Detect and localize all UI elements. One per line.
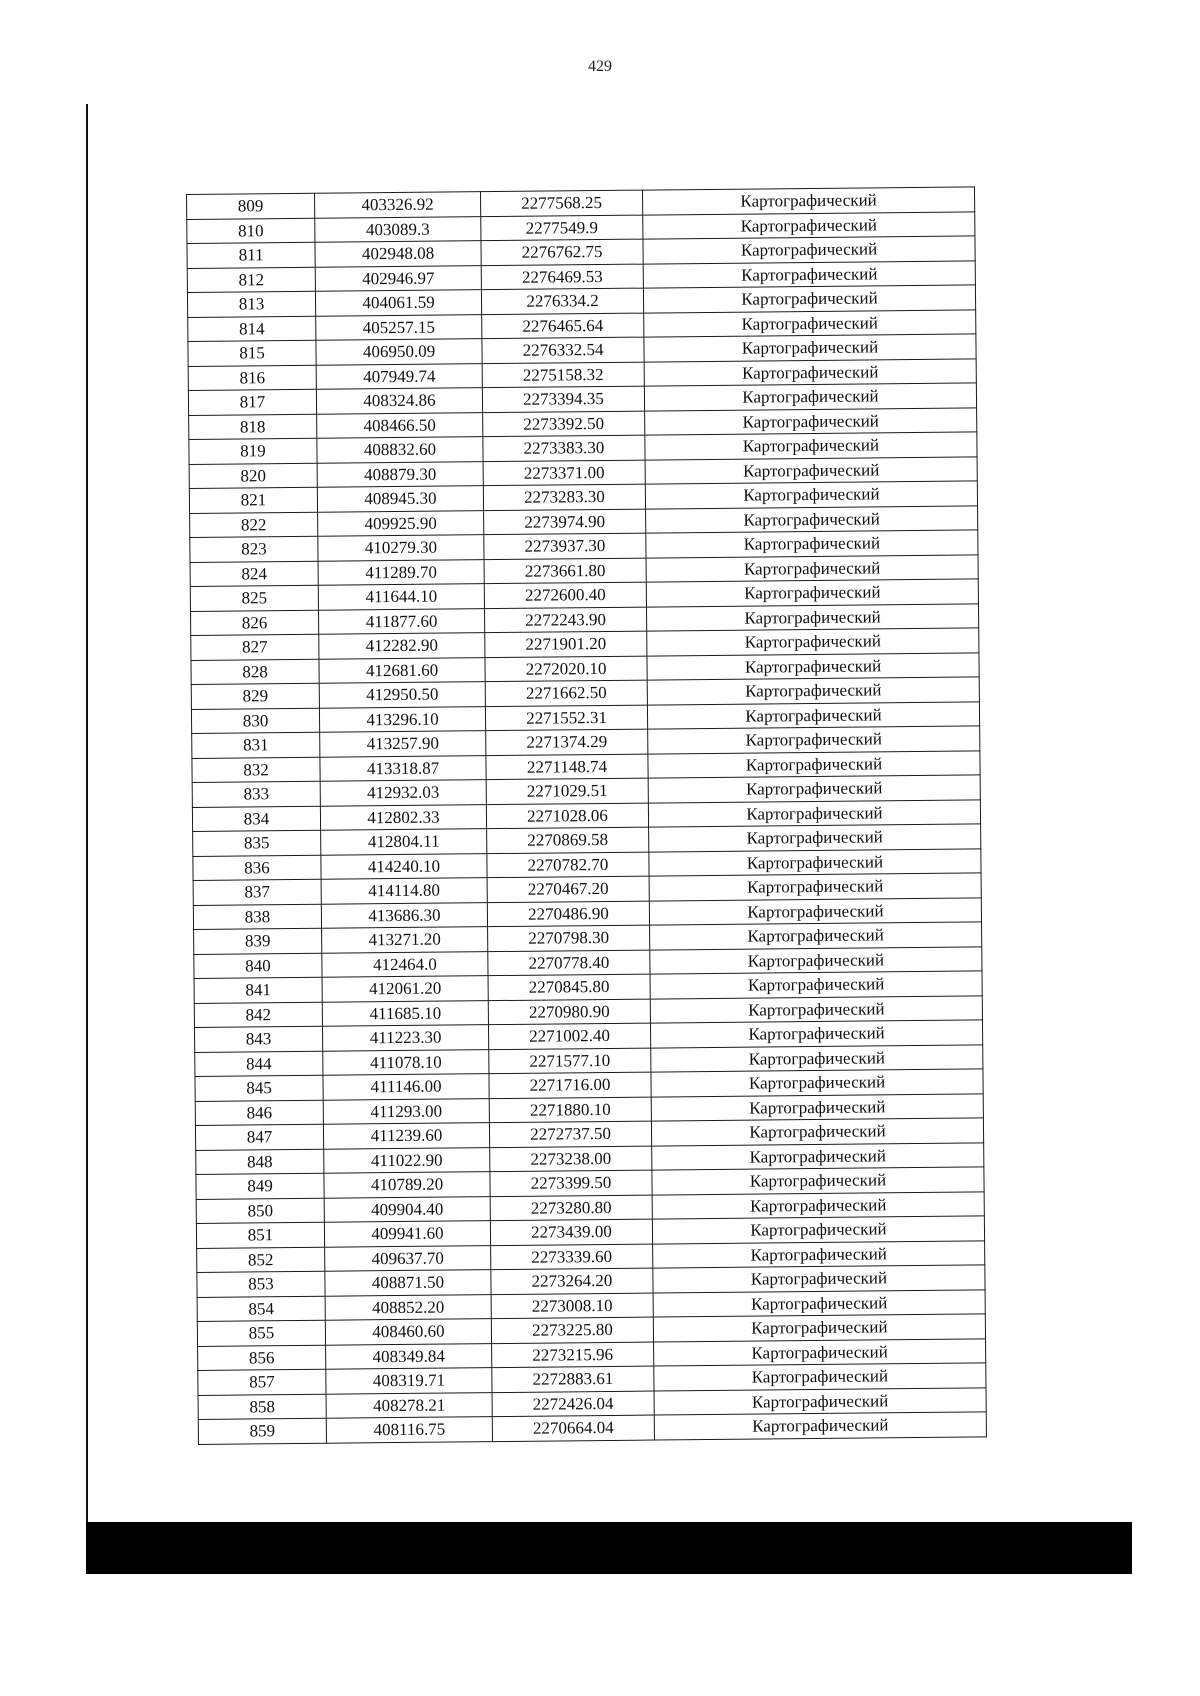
x-coordinate-cell: 408324.86 (316, 388, 482, 414)
method-cell: Картографический (645, 407, 977, 435)
x-coordinate-cell: 411078.10 (323, 1049, 489, 1075)
y-coordinate-cell: 2270782.70 (487, 852, 649, 878)
method-cell: Картографический (651, 1069, 983, 1097)
point-number-cell: 842 (194, 1002, 322, 1028)
method-cell: Картографический (652, 1191, 984, 1219)
point-number-cell: 843 (195, 1026, 323, 1052)
method-cell: Картографический (647, 628, 979, 656)
y-coordinate-cell: 2271716.00 (489, 1072, 651, 1098)
point-number-cell: 840 (194, 953, 322, 979)
y-coordinate-cell: 2275158.32 (482, 362, 644, 388)
x-coordinate-cell: 410789.20 (324, 1172, 490, 1198)
method-cell: Картографический (649, 873, 981, 901)
x-coordinate-cell: 407949.74 (316, 363, 482, 389)
point-number-cell: 835 (193, 830, 321, 856)
x-coordinate-cell: 408319.71 (326, 1368, 492, 1394)
x-coordinate-cell: 408832.60 (317, 437, 483, 463)
y-coordinate-cell: 2273264.20 (491, 1268, 653, 1294)
point-number-cell: 817 (188, 389, 316, 415)
point-number-cell: 846 (195, 1100, 323, 1126)
point-number-cell: 815 (188, 340, 316, 366)
y-coordinate-cell: 2271552.31 (485, 705, 647, 731)
y-coordinate-cell: 2276334.2 (481, 288, 643, 314)
point-number-cell: 848 (196, 1149, 324, 1175)
y-coordinate-cell: 2272243.90 (484, 607, 646, 633)
method-cell: Картографический (643, 211, 975, 239)
y-coordinate-cell: 2276762.75 (481, 239, 643, 265)
scan-left-border (86, 104, 88, 1574)
y-coordinate-cell: 2272737.50 (489, 1121, 651, 1147)
method-cell: Картографический (654, 1338, 986, 1366)
y-coordinate-cell: 2273661.80 (484, 558, 646, 584)
method-cell: Картографический (644, 334, 976, 362)
method-cell: Картографический (643, 260, 975, 288)
method-cell: Картографический (649, 824, 981, 852)
point-number-cell: 814 (188, 316, 316, 342)
y-coordinate-cell: 2273215.96 (492, 1342, 654, 1368)
x-coordinate-cell: 413318.87 (320, 755, 486, 781)
y-coordinate-cell: 2272426.04 (492, 1391, 654, 1417)
y-coordinate-cell: 2273225.80 (491, 1317, 653, 1343)
x-coordinate-cell: 408460.60 (325, 1319, 491, 1345)
point-number-cell: 816 (188, 365, 316, 391)
y-coordinate-cell: 2273937.30 (484, 533, 646, 559)
point-number-cell: 851 (196, 1222, 324, 1248)
y-coordinate-cell: 2271002.40 (488, 1023, 650, 1049)
method-cell: Картографический (644, 358, 976, 386)
y-coordinate-cell: 2276465.64 (482, 313, 644, 339)
x-coordinate-cell: 403326.92 (314, 192, 480, 218)
x-coordinate-cell: 411289.70 (318, 559, 484, 585)
point-number-cell: 858 (198, 1394, 326, 1420)
method-cell: Картографический (646, 603, 978, 631)
x-coordinate-cell: 410279.30 (318, 535, 484, 561)
method-cell: Картографический (650, 922, 982, 950)
x-coordinate-cell: 411022.90 (324, 1147, 490, 1173)
point-number-cell: 850 (196, 1198, 324, 1224)
method-cell: Картографический (648, 799, 980, 827)
point-number-cell: 824 (190, 561, 318, 587)
point-number-cell: 854 (197, 1296, 325, 1322)
method-cell: Картографический (649, 897, 981, 925)
x-coordinate-cell: 414240.10 (321, 853, 487, 879)
x-coordinate-cell: 413257.90 (320, 731, 486, 757)
method-cell: Картографический (646, 530, 978, 558)
method-cell: Картографический (653, 1265, 985, 1293)
y-coordinate-cell: 2273394.35 (482, 386, 644, 412)
point-number-cell: 847 (195, 1124, 323, 1150)
x-coordinate-cell: 411239.60 (323, 1123, 489, 1149)
method-cell: Картографический (643, 285, 975, 313)
method-cell: Картографический (642, 187, 974, 215)
method-cell: Картографический (646, 505, 978, 533)
y-coordinate-cell: 2276332.54 (482, 337, 644, 363)
method-cell: Картографический (650, 995, 982, 1023)
y-coordinate-cell: 2271029.51 (486, 778, 648, 804)
method-cell: Картографический (653, 1240, 985, 1268)
y-coordinate-cell: 2272883.61 (492, 1366, 654, 1392)
method-cell: Картографический (652, 1167, 984, 1195)
y-coordinate-cell: 2270664.04 (492, 1415, 654, 1441)
x-coordinate-cell: 403089.3 (315, 216, 481, 242)
x-coordinate-cell: 412282.90 (319, 633, 485, 659)
x-coordinate-cell: 408349.84 (326, 1343, 492, 1369)
x-coordinate-cell: 411223.30 (322, 1025, 488, 1051)
y-coordinate-cell: 2273280.80 (490, 1195, 652, 1221)
point-number-cell: 833 (192, 781, 320, 807)
x-coordinate-cell: 412950.50 (319, 682, 485, 708)
y-coordinate-cell: 2272600.40 (484, 582, 646, 608)
y-coordinate-cell: 2273392.50 (483, 411, 645, 437)
method-cell: Картографический (644, 383, 976, 411)
method-cell: Картографический (650, 946, 982, 974)
y-coordinate-cell: 2273008.10 (491, 1293, 653, 1319)
method-cell: Картографический (645, 456, 977, 484)
method-cell: Картографический (653, 1314, 985, 1342)
scan-bottom-band (86, 1522, 1132, 1574)
method-cell: Картографический (646, 579, 978, 607)
y-coordinate-cell: 2276469.53 (481, 264, 643, 290)
x-coordinate-cell: 408852.20 (325, 1294, 491, 1320)
point-number-cell: 839 (194, 928, 322, 954)
x-coordinate-cell: 414114.80 (321, 878, 487, 904)
x-coordinate-cell: 412804.11 (321, 829, 487, 855)
y-coordinate-cell: 2271148.74 (486, 754, 648, 780)
point-number-cell: 811 (187, 242, 315, 268)
method-cell: Картографический (651, 1093, 983, 1121)
method-cell: Картографический (647, 652, 979, 680)
y-coordinate-cell: 2273974.90 (484, 509, 646, 535)
y-coordinate-cell: 2273399.50 (490, 1170, 652, 1196)
point-number-cell: 853 (197, 1271, 325, 1297)
x-coordinate-cell: 408879.30 (317, 461, 483, 487)
x-coordinate-cell: 409637.70 (325, 1245, 491, 1271)
point-number-cell: 836 (193, 855, 321, 881)
x-coordinate-cell: 409941.60 (324, 1221, 490, 1247)
x-coordinate-cell: 413271.20 (322, 927, 488, 953)
y-coordinate-cell: 2270980.90 (488, 999, 650, 1025)
method-cell: Картографический (654, 1387, 986, 1415)
point-number-cell: 844 (195, 1051, 323, 1077)
method-cell: Картографический (649, 848, 981, 876)
y-coordinate-cell: 2271028.06 (486, 803, 648, 829)
x-coordinate-cell: 408278.21 (326, 1392, 492, 1418)
x-coordinate-cell: 411293.00 (323, 1098, 489, 1124)
y-coordinate-cell: 2271662.50 (485, 680, 647, 706)
method-cell: Картографический (653, 1289, 985, 1317)
point-number-cell: 857 (198, 1369, 326, 1395)
x-coordinate-cell: 412464.0 (322, 951, 488, 977)
x-coordinate-cell: 404061.59 (315, 290, 481, 316)
method-cell: Картографический (650, 971, 982, 999)
y-coordinate-cell: 2270869.58 (487, 827, 649, 853)
y-coordinate-cell: 2270467.20 (487, 876, 649, 902)
x-coordinate-cell: 405257.15 (316, 314, 482, 340)
point-number-cell: 829 (191, 683, 319, 709)
point-number-cell: 834 (192, 806, 320, 832)
x-coordinate-cell: 413686.30 (321, 902, 487, 928)
y-coordinate-cell: 2272020.10 (485, 656, 647, 682)
point-number-cell: 810 (187, 218, 315, 244)
method-cell: Картографический (652, 1142, 984, 1170)
point-number-cell: 821 (189, 487, 317, 513)
x-coordinate-cell: 408871.50 (325, 1270, 491, 1296)
point-number-cell: 828 (191, 659, 319, 685)
y-coordinate-cell: 2271577.10 (489, 1048, 651, 1074)
method-cell: Картографический (648, 750, 980, 778)
point-number-cell: 813 (187, 291, 315, 317)
method-cell: Картографический (654, 1363, 986, 1391)
point-number-cell: 825 (190, 585, 318, 611)
coordinates-table (186, 186, 987, 1444)
point-number-cell: 809 (187, 193, 315, 219)
point-number-cell: 837 (193, 879, 321, 905)
y-coordinate-cell: 2273439.00 (490, 1219, 652, 1245)
x-coordinate-cell: 411644.10 (318, 584, 484, 610)
y-coordinate-cell: 2270798.30 (488, 925, 650, 951)
x-coordinate-cell: 412681.60 (319, 657, 485, 683)
point-number-cell: 852 (197, 1247, 325, 1273)
point-number-cell: 812 (187, 267, 315, 293)
y-coordinate-cell: 2277549.9 (481, 215, 643, 241)
point-number-cell: 859 (198, 1418, 326, 1444)
point-number-cell: 845 (195, 1075, 323, 1101)
method-cell: Картографический (651, 1044, 983, 1072)
point-number-cell: 831 (192, 732, 320, 758)
y-coordinate-cell: 2273383.30 (483, 435, 645, 461)
x-coordinate-cell: 402948.08 (315, 241, 481, 267)
x-coordinate-cell: 411146.00 (323, 1074, 489, 1100)
x-coordinate-cell: 408945.30 (317, 486, 483, 512)
method-cell: Картографический (650, 1020, 982, 1048)
y-coordinate-cell: 2273339.60 (491, 1244, 653, 1270)
method-cell: Картографический (643, 236, 975, 264)
point-number-cell: 855 (197, 1320, 325, 1346)
point-number-cell: 856 (198, 1345, 326, 1371)
x-coordinate-cell: 411685.10 (322, 1000, 488, 1026)
x-coordinate-cell: 411877.60 (318, 608, 484, 634)
method-cell: Картографический (645, 481, 977, 509)
x-coordinate-cell: 409904.40 (324, 1196, 490, 1222)
coordinates-table-body (187, 187, 987, 1444)
x-coordinate-cell: 408466.50 (317, 412, 483, 438)
x-coordinate-cell: 402946.97 (315, 265, 481, 291)
method-cell: Картографический (648, 775, 980, 803)
x-coordinate-cell: 409925.90 (318, 510, 484, 536)
point-number-cell: 823 (190, 536, 318, 562)
y-coordinate-cell: 2271374.29 (486, 729, 648, 755)
x-coordinate-cell: 412932.03 (320, 780, 486, 806)
y-coordinate-cell: 2271880.10 (489, 1097, 651, 1123)
method-cell: Картографический (647, 701, 979, 729)
point-number-cell: 818 (189, 414, 317, 440)
point-number-cell: 838 (193, 904, 321, 930)
point-number-cell: 822 (190, 512, 318, 538)
y-coordinate-cell: 2270486.90 (487, 901, 649, 927)
point-number-cell: 820 (189, 463, 317, 489)
x-coordinate-cell: 406950.09 (316, 339, 482, 365)
point-number-cell: 827 (191, 634, 319, 660)
y-coordinate-cell: 2277568.25 (480, 190, 642, 216)
point-number-cell: 826 (191, 610, 319, 636)
point-number-cell: 830 (191, 708, 319, 734)
method-cell: Картографический (648, 726, 980, 754)
y-coordinate-cell: 2273371.00 (483, 460, 645, 486)
x-coordinate-cell: 413296.10 (319, 706, 485, 732)
y-coordinate-cell: 2271901.20 (485, 631, 647, 657)
y-coordinate-cell: 2270845.80 (488, 974, 650, 1000)
x-coordinate-cell: 412802.33 (320, 804, 486, 830)
x-coordinate-cell: 412061.20 (322, 976, 488, 1002)
point-number-cell: 841 (194, 977, 322, 1003)
method-cell: Картографический (645, 432, 977, 460)
point-number-cell: 819 (189, 438, 317, 464)
method-cell: Картографический (644, 309, 976, 337)
y-coordinate-cell: 2273238.00 (490, 1146, 652, 1172)
method-cell: Картографический (647, 677, 979, 705)
point-number-cell: 849 (196, 1173, 324, 1199)
method-cell: Картографический (652, 1216, 984, 1244)
y-coordinate-cell: 2270778.40 (488, 950, 650, 976)
method-cell: Картографический (651, 1118, 983, 1146)
y-coordinate-cell: 2273283.30 (483, 484, 645, 510)
x-coordinate-cell: 408116.75 (326, 1417, 492, 1443)
method-cell: Картографический (654, 1412, 986, 1440)
point-number-cell: 832 (192, 757, 320, 783)
method-cell: Картографический (646, 554, 978, 582)
page-number: 429 (588, 58, 612, 75)
